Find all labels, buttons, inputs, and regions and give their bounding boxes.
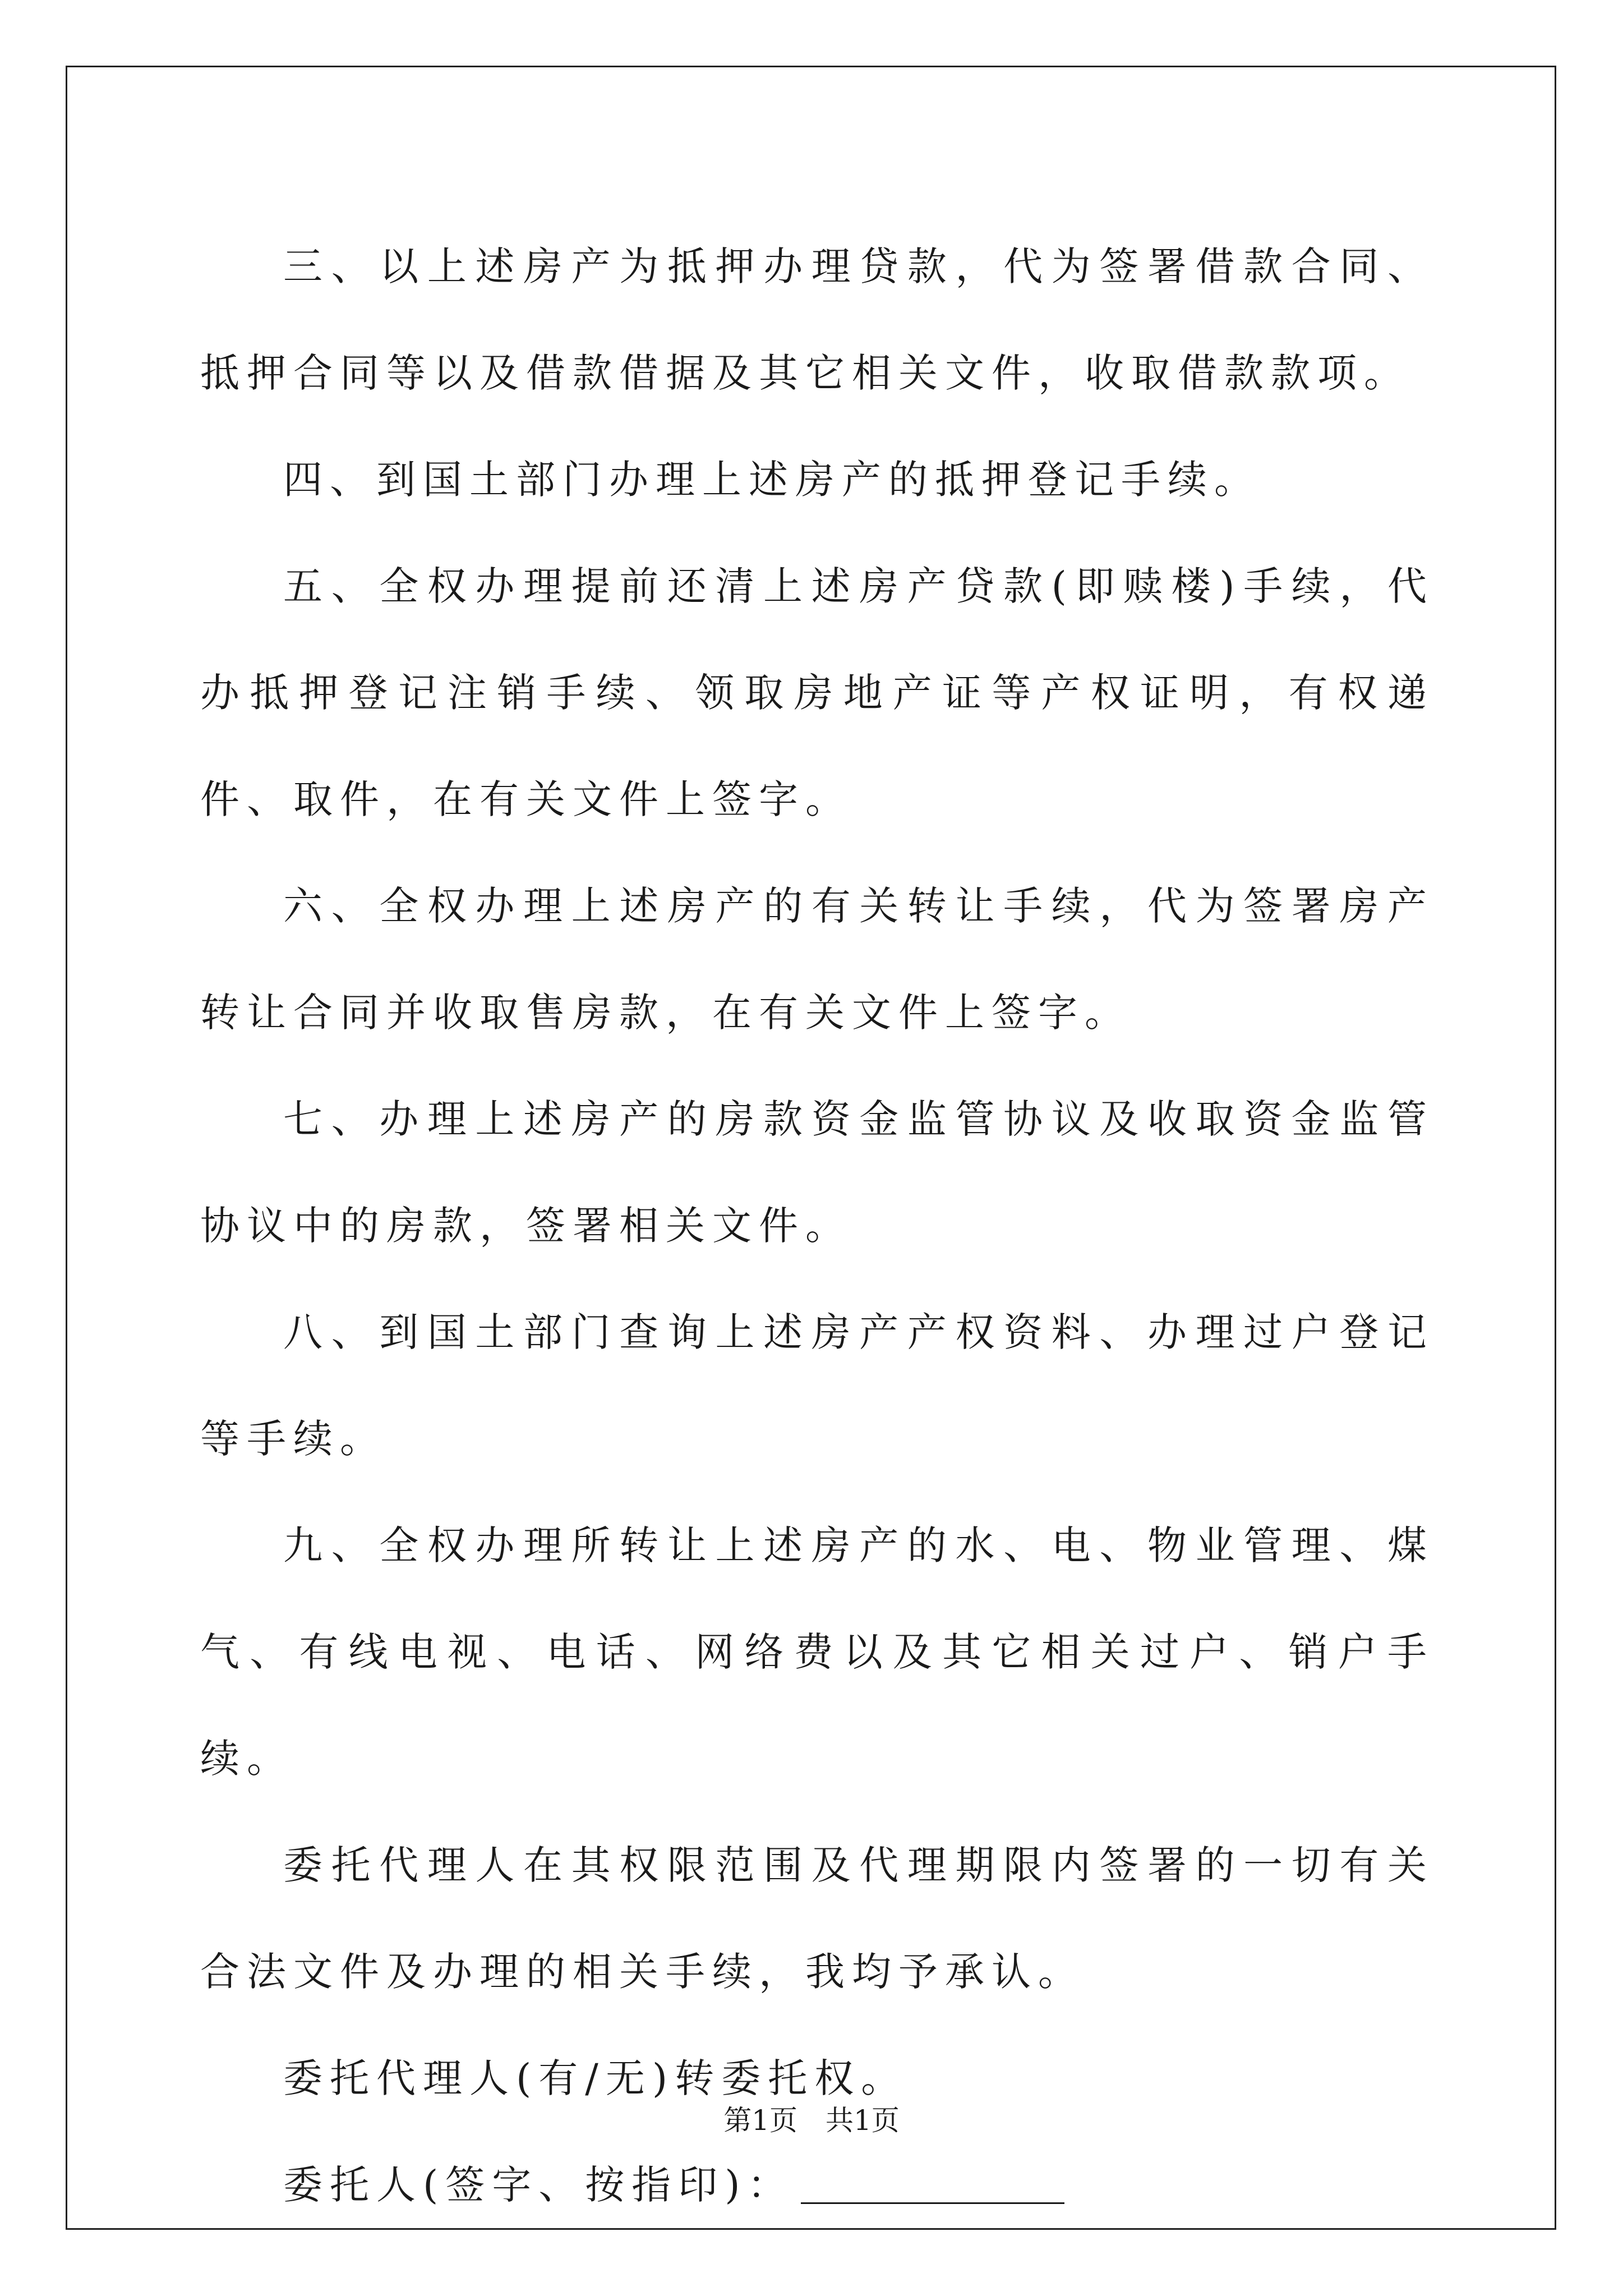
- signature-row: [200, 2132, 1434, 2238]
- paragraph-item-5: 五、全权办理提前还清上述房产贷款(即赎楼)手续，代办抵押登记注销手续、领取房地产证等产权证明，有权递件、取件，在有关文件上签字。: [200, 563, 1434, 822]
- page-number-total: 共1页: [826, 2104, 900, 2137]
- paragraph-item-4: 四、到国土部门办理上述房产的抵押登记手续。: [283, 457, 1261, 503]
- signature-blank-line[interactable]: [801, 2202, 1064, 2204]
- document-body: [200, 213, 1434, 2238]
- paragraph-item-6: 六、全权办理上述房产的有关转让手续，代为签署房产转让合同并收取售房款，在有关文件上签字。: [200, 883, 1434, 1036]
- paragraph-item-7: 七、办理上述房产的房款资金监管协议及收取资金监管协议中的房款，签署相关文件。: [200, 1096, 1434, 1249]
- page-number-current: 第1页: [723, 2104, 797, 2137]
- paragraph-acknowledgement: 委托代理人在其权限范围及代理期限内签署的一切有关合法文件及办理的相关手续，我均予承认。: [200, 1842, 1434, 1995]
- paragraph-item-9: 九、全权办理所转让上述房产的水、电、物业管理、煤气、有线电视、电话、网络费以及其它相关过户、销户手续。: [200, 1522, 1434, 1782]
- signature-label: 委托人(签字、按指印)：: [283, 2162, 794, 2208]
- page-footer: [0, 2098, 1623, 2138]
- paragraph-subdelegation: 委托代理人(有/无)转委托权。: [283, 2055, 908, 2101]
- paragraph-item-3: 三、以上述房产为抵押办理贷款，代为签署借款合同、抵押合同等以及借款借据及其它相关文件，收取借款款项。: [200, 243, 1434, 396]
- paragraph-item-8: 八、到国土部门查询上述房产产权资料、办理过户登记等手续。: [200, 1309, 1434, 1462]
